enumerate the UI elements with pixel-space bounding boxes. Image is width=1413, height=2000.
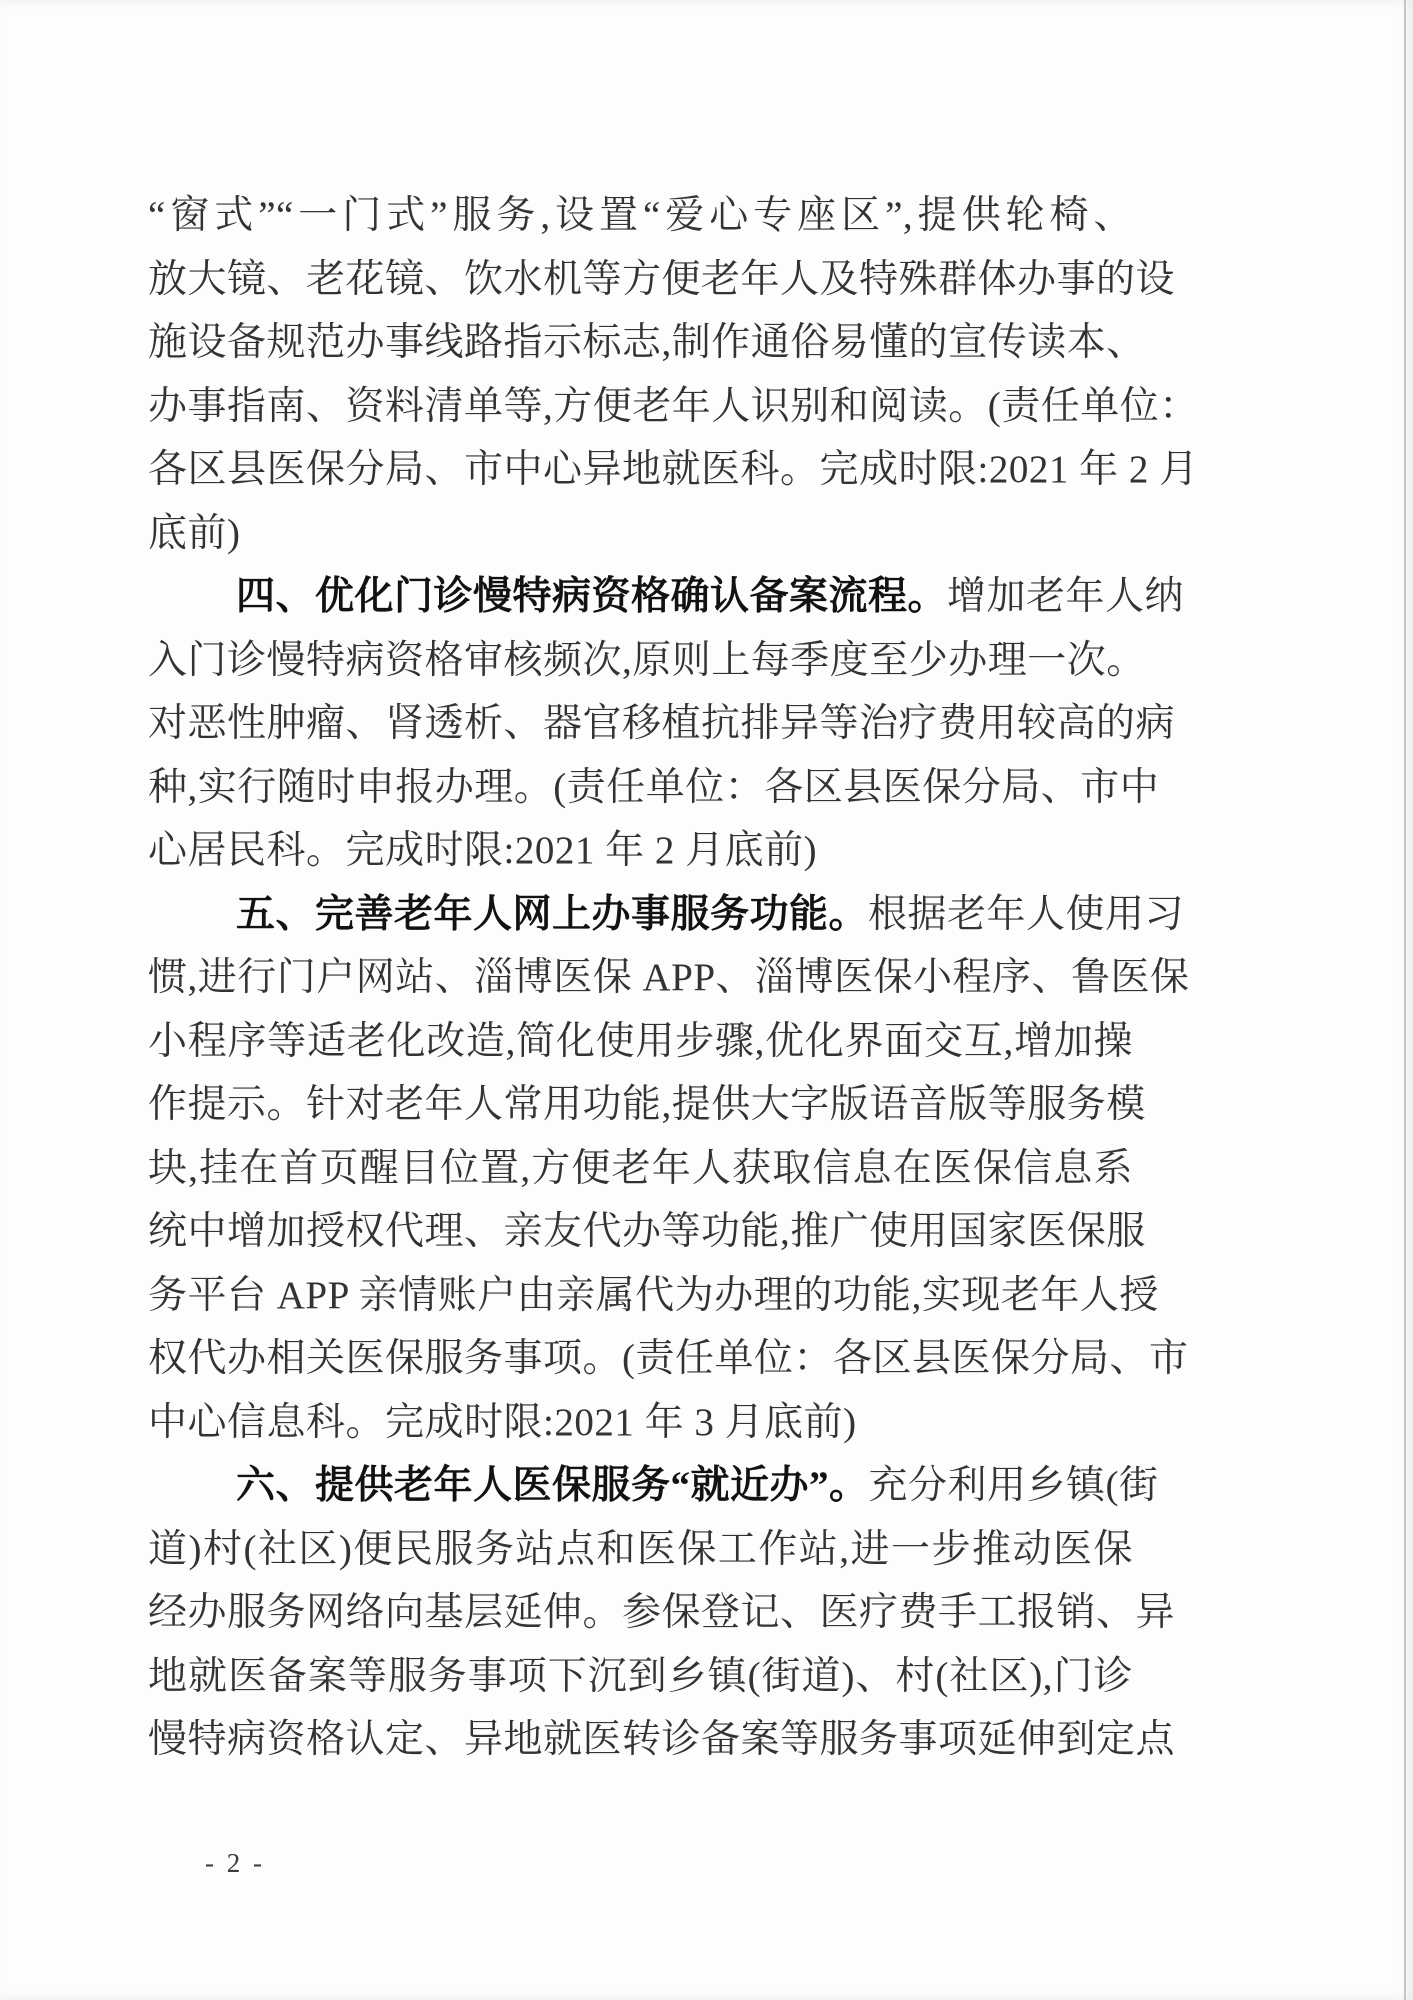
heading-segment: 四、优化门诊慢特病资格确认备案流程。 [236,575,948,618]
text-line [148,1581,1176,1645]
body-segment: 增加老年人纳 [947,575,1185,618]
text-line [148,946,1190,1010]
text-line [148,756,1160,820]
body-segment: 经办服务网络向基层延伸。参保登记、医疗费手工报销、异 [148,1591,1176,1634]
text-line [148,819,1133,883]
text-line [148,1073,1146,1137]
text-line [148,629,1146,693]
body-segment: 入门诊慢特病资格审核频次,原则上每季度至少办理一次。 [148,638,1146,682]
body-segment: 慢特病资格认定、异地就医转诊备案等服务事项延伸到定点 [148,1718,1176,1761]
text-line [148,1645,1133,1709]
text-line [148,1391,1133,1455]
body-segment: 种,实行随时申报办理。(责任单位：各区县医保分局、市中 [148,765,1160,809]
body-segment: 权代办相关医保服务事项。(责任单位：各区县医保分局、市 [148,1337,1189,1380]
text-line [148,502,1133,566]
scan-edge-line [1404,0,1406,2000]
text-line [148,1264,1159,1328]
heading-segment: 六、提供老年人医保服务“就近办”。 [236,1464,869,1507]
body-segment: “窗式”“一门式”服务,设置“爱心专座区”,提供轮椅、 [148,194,1133,237]
text-line [148,248,1176,312]
body-segment: 地就医备案等服务事项下沉到乡镇(街道)、村(社区),门诊 [148,1654,1133,1698]
heading-segment: 五、完善老年人网上办事服务功能。 [236,892,869,936]
text-line [148,1200,1146,1264]
body-segment: 道)村(社区)便民服务站点和医保工作站,进一步推动医保 [148,1527,1133,1571]
page-number: - 2 - [205,1848,265,1878]
text-line [148,1327,1189,1391]
body-segment: 作提示。针对老年人常用功能,提供大字版语音版等服务模 [148,1083,1146,1126]
body-segment: 统中增加授权代理、亲友代办等功能,推广使用国家医保服 [148,1210,1146,1253]
body-segment: 根据老年人使用习 [868,892,1185,936]
document-text-block [148,184,1199,1772]
body-segment: 对恶性肿瘤、肾透析、器官移植抗排异等治疗费用较高的病 [148,702,1176,745]
text-line-section-4 [148,565,1185,629]
body-segment: 块,挂在首页醒目位置,方便老年人获取信息在医保信息系 [148,1146,1133,1190]
text-line [148,1010,1133,1074]
body-segment: 中心信息科。完成时限:2021 年 3 月底前) [148,1400,857,1444]
body-segment: 施设备规范办事线路指示标志,制作通俗易懂的宣传读本、 [148,321,1146,364]
body-segment: 惯,进行门户网站、淄博医保 APP、淄博医保小程序、鲁医保 [148,956,1190,999]
text-line [148,1708,1176,1772]
text-line [148,184,1133,248]
text-line [148,692,1176,756]
text-line [148,438,1199,502]
text-line [148,311,1146,375]
body-segment: 小程序等适老化改造,简化使用步骤,优化界面交互,增加操 [148,1019,1133,1063]
body-segment: 办事指南、资料清单等,方便老年人识别和阅读。(责任单位： [148,384,1199,428]
body-segment: 充分利用乡镇(街 [868,1464,1159,1507]
body-segment: 务平台 APP 亲情账户由亲属代为办理的功能,实现老年人授 [148,1273,1159,1317]
text-line [148,1137,1133,1201]
text-line-section-6 [148,1454,1159,1518]
body-segment: 各区县医保分局、市中心异地就医科。完成时限:2021 年 2 月 [148,448,1199,491]
body-segment: 底前) [148,511,241,555]
body-segment: 放大镜、老花镜、饮水机等方便老年人及特殊群体办事的设 [148,257,1176,301]
body-segment: 心居民科。完成时限:2021 年 2 月底前) [148,829,818,872]
text-line [148,1518,1133,1582]
text-line-section-5 [148,883,1185,947]
text-line [148,375,1199,439]
